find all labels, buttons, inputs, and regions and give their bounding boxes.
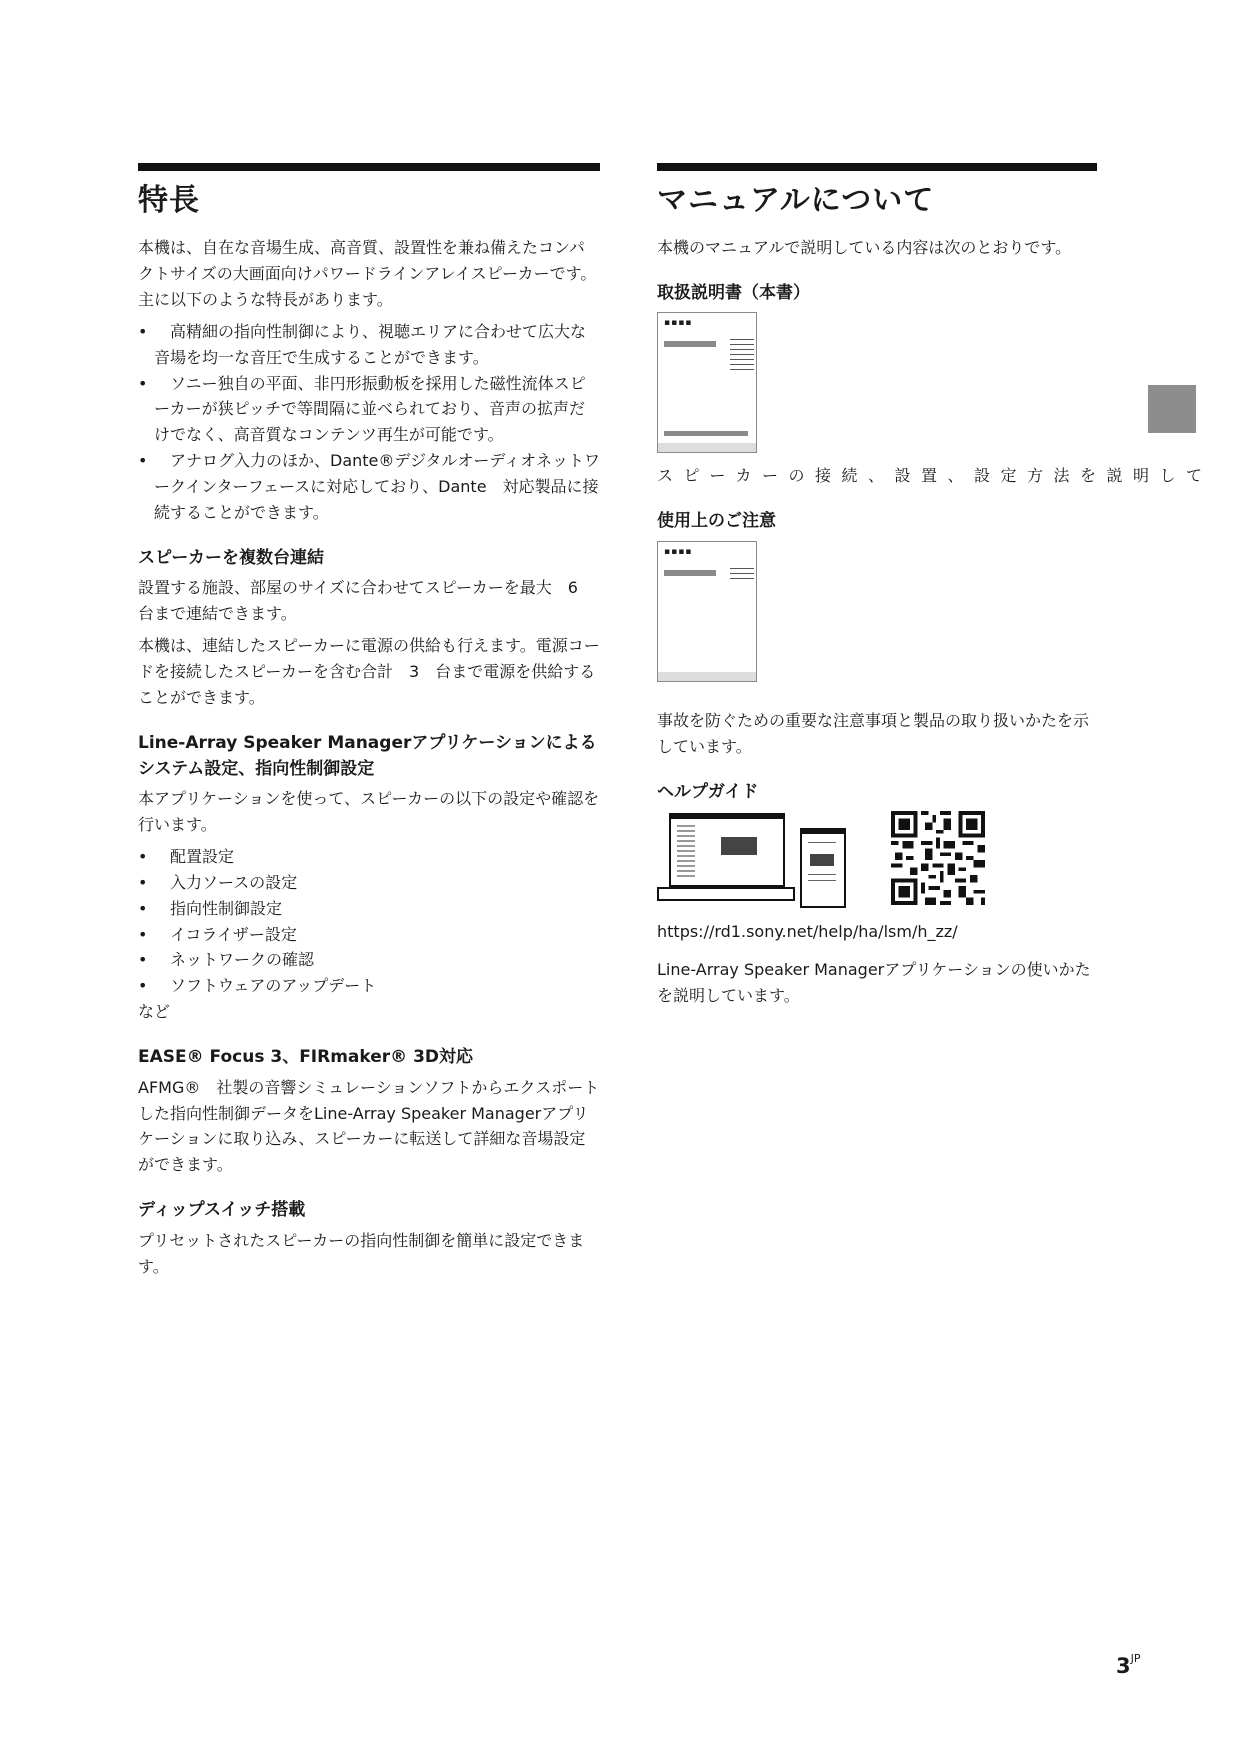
manuals-column [657,163,1213,1015]
multi-speaker-p1: 設置する施設、部屋のサイズに合わせてスピーカーを最大 6 台まで連結できます。 [138,578,594,624]
list-item: • ソニー独自の平面、非円形振動板を採用した磁性流体スピーカーが狭ピッチで等間隔に並べられており、音声の拡声だけでなく、高音質なコンテンツ再生が可能です。 [138,371,600,449]
dip-switch-body: プリセットされたスピーカーの指向性制御を簡単に設定できます。 [138,1230,585,1276]
list-item: • ネットワークの確認 [138,947,600,973]
list-item: • 配置設定 [138,844,600,870]
section-rule [138,163,600,171]
help-guide-heading: ヘルプガイド [657,781,759,802]
features-intro: 本機は、自在な音場生成、高音質、設置性を兼ね備えたコンパクトサイズの大画面向けパワードラインアレイスピーカーです。主に以下のような特長があります。 [138,238,597,309]
features-title: 特長 [138,183,200,218]
help-guide-url[interactable]: https://rd1.sony.net/help/ha/lsm/h_zz/ [657,922,958,942]
section-rule [657,163,1097,171]
multi-speaker-heading: スピーカーを複数台連結 [138,547,324,568]
features-column [138,163,600,1286]
safety-heading: 使用上のご注意 [657,511,776,532]
ease-body: AFMG® 社製の音響シミュレーションソフトからエクスポートした指向性制御データをLine-Array Speaker Managerアプリケーションに取り込み、スピーカーに転送して詳細な音場設定ができます。 [138,1077,600,1175]
tablet-icon [800,828,846,908]
bullet-icon: • [138,872,148,892]
dip-switch-heading: ディップスイッチ搭載 [138,1200,306,1221]
app-settings-list [138,844,600,999]
list-item: • ソフトウェアのアップデート [138,973,600,999]
bullet-icon: • [138,924,148,944]
features-list [138,319,600,526]
list-item: • 入力ソースの設定 [138,870,600,896]
bullet-icon: • [138,321,148,341]
laptop-icon [657,811,795,907]
help-guide-desc: Line-Array Speaker Managerアプリケーションの使いかたを説明しています。 [657,960,1091,1005]
app-intro: 本アプリケーションを使って、スピーカーの以下の設定や確認を行います。 [138,789,600,834]
bullet-icon: • [138,373,148,393]
list-item: • 高精細の指向性制御により、視聴エリアに合わせて広大な音場を均一な音圧で生成することができます。 [138,319,600,371]
ease-heading: EASE® Focus 3、FIRmaker® 3D対応 [138,1047,474,1068]
help-guide-illustration [657,811,1097,911]
operating-instructions-desc: スピーカーの接続、設置、設定方法を説明して [657,466,1213,486]
safety-thumbnail: ▪▪▪▪ [657,541,757,682]
safety-desc: 事故を防ぐための重要な注意事項と製品の取り扱いかたを示しています。 [657,710,1090,756]
operating-instructions-heading: 取扱説明書（本書） [657,282,810,303]
app-list-tail: など [138,1002,171,1022]
multi-speaker-p2: 本機は、連結したスピーカーに電源の供給も行えます。電源コードを接続したスピーカーを含む合計 3 台まで電源を供給することができます。 [138,636,600,708]
manuals-title: マニュアルについて [657,183,935,218]
page-number-suffix: JP [1130,1652,1141,1665]
list-item: • イコライザー設定 [138,922,600,948]
list-item: • 指向性制御設定 [138,896,600,922]
list-item: • アナログ入力のほか、Dante®デジタルオーディオネットワークインターフェースに対応しており、Dante 対応製品に接続することができます。 [138,448,600,526]
bullet-icon: • [138,898,148,918]
bullet-icon: • [138,950,148,970]
operating-instructions-thumbnail: ▪▪▪▪ [657,312,757,453]
bullet-icon: • [138,976,148,996]
section-tab-marker [1148,385,1196,433]
manuals-intro: 本機のマニュアルで説明している内容は次のとおりです。 [657,238,1072,257]
bullet-icon: • [138,846,148,866]
qr-code-icon[interactable] [891,811,985,905]
app-heading: Line-Array Speaker Managerアプリケーションによるシステム設定、指向性制御設定 [138,733,597,779]
bullet-icon: • [138,451,148,471]
page-number: $3^{JP}$ [1116,1652,1141,1678]
